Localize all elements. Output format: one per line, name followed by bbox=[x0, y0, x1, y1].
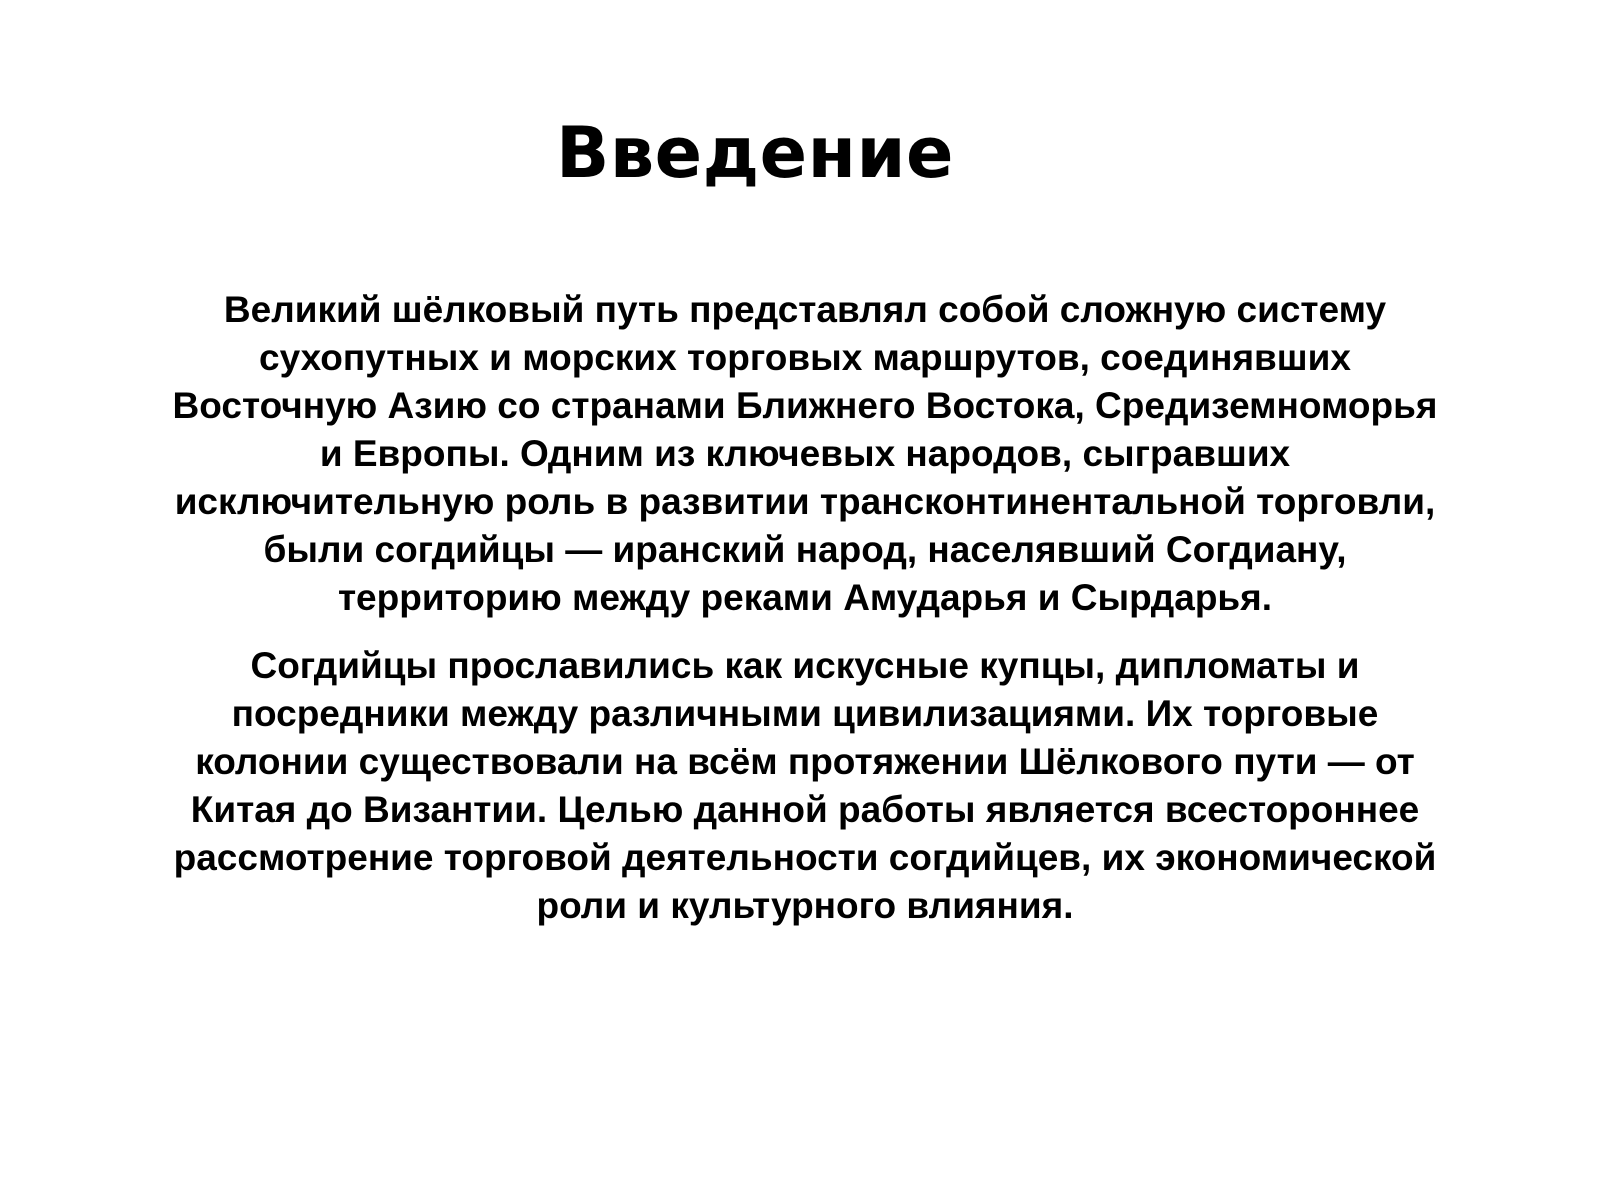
intro-paragraph-2: Согдийцы прославились как искусные купцы, дипломаты и посредники между различными цивилизациями. Их торговые колонии существовали на всём протяжении Шёлкового пути — от Китая до Византии. Целью данной работы является всестороннее рассмотрение торговой деятельности согдийцев, их экономической роли и культурного влияния. bbox=[173, 645, 1437, 926]
slide-title: Введение bbox=[555, 112, 955, 194]
slide-body bbox=[160, 286, 1450, 930]
intro-paragraph-1: Великий шёлковый путь представлял собой сложную систему сухопутных и морских торговых маршрутов, соединявших Восточную Азию со странами Ближнего Востока, Средиземноморья и Европы. Одним из ключевых народов, сыгравших исключительную роль в развитии трансконтинентальной торговли, были согдийцы — иранский народ, населявший Согдиану, территорию между реками Амударья и Сырдарья. bbox=[172, 289, 1438, 618]
